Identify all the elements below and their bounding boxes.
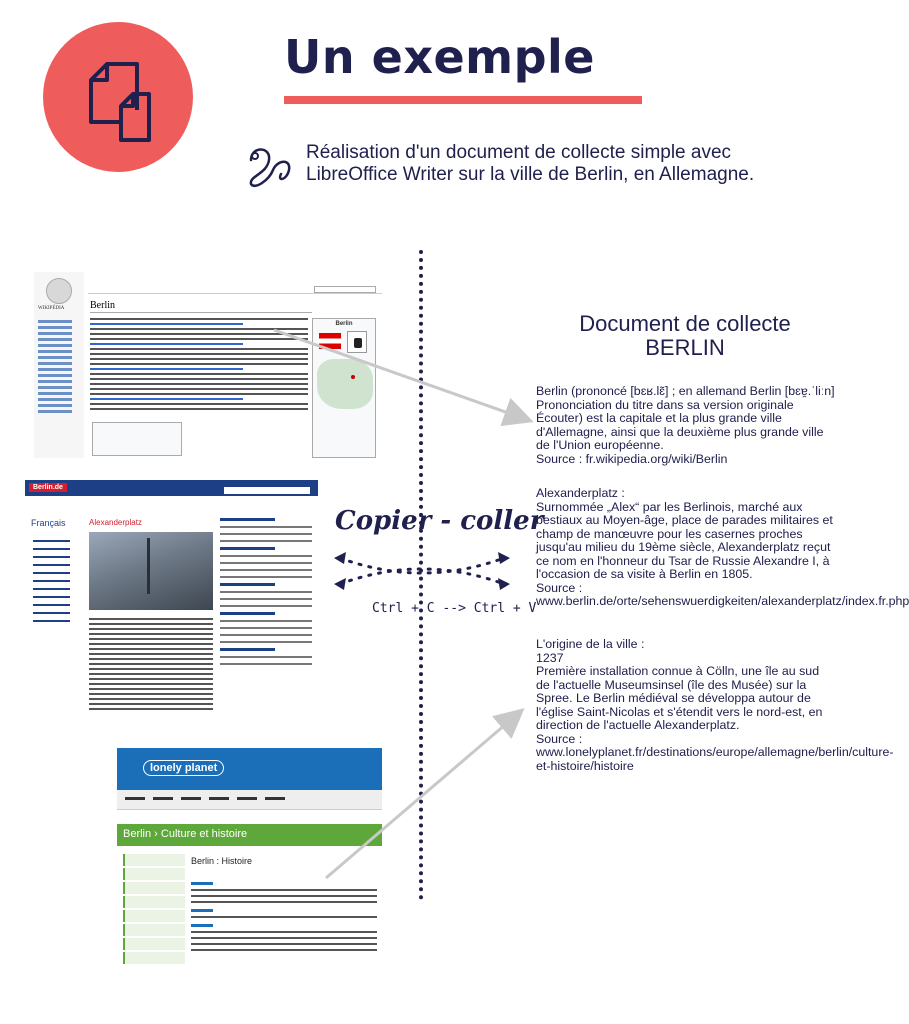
lp-banner: Berlin › Culture et histoire: [117, 824, 382, 846]
lp-text: [191, 876, 377, 955]
lp-guide-nav: [123, 854, 185, 966]
wiki-article-title: Berlin: [90, 300, 115, 311]
keyboard-shortcut: Ctrl + C --> Ctrl + V: [372, 601, 537, 616]
berlin-de-header: [25, 480, 318, 496]
wiki-title-rule: [90, 312, 312, 313]
berlin-coat-of-arms: [347, 331, 367, 353]
document-block-alexanderplatz: Alexanderplatz : Surnommée „Alex“ par les Berlinois, marché aux bestiaux au Moyen-âge, place de parades militaires et champ de manœuvre pour les casernes proches jusqu'au milieu du 19ème siècle, Alexanderplatz reçut ce nom en l'honneur du Tsar de Russie Alexandre I, à l'occasion de sa visite à Berlin en 1805. Source : www.berlin.de/orte/sehenswuerdigkeiten/alexanderplatz/index.fr.php: [536, 486, 909, 608]
lp-menu: [117, 790, 382, 810]
infobox-title: Berlin: [335, 321, 353, 327]
berlin-de-page-title: Alexanderplatz: [89, 518, 142, 527]
document-block-wikipedia: Berlin (prononcé [bɛʁ.lɛ̃] ; en allemand Berlin [bɛɐ̯.ˈliːn] Prononciation du titre dans sa version originale Écouter) est la capitale et la plus grande ville d'Allemagne, ainsi que la deuxième plus grande ville de l'Union européenne. Source : fr.wikipedia.org/wiki/Berlin: [536, 384, 835, 466]
wiki-article-text: [90, 318, 308, 413]
document-title-text: Document de collecte BERLIN: [579, 311, 791, 360]
berlin-flag: [319, 333, 341, 349]
wikipedia-globe-icon: [46, 278, 72, 304]
page-subtitle: Réalisation d'un document de collecte simple avec LibreOffice Writer sur la ville de Berlin, en Allemagne.: [306, 142, 755, 185]
wiki-sidebar: [34, 272, 84, 458]
document-block-origine: L'origine de la ville : 1237 Première installation connue à Cölln, une île au sud de l'actuelle Museumsinsel (île des Musée) sur la Spree. Le Berlin médiéval se développa autour de l'église Saint-Nicolas et s'étendit vers le nord-est, en direction de l'actuelle Alexanderplatz. Source : www.lonelyplanet.fr/destinations/europe/allemagne/berlin/culture-et-histoire/histoire: [536, 637, 894, 773]
berlin-de-search: [224, 487, 310, 494]
wiki-infobox: [312, 318, 376, 458]
germany-map: [317, 359, 373, 409]
title-underline: [284, 96, 642, 104]
documents-icon: [77, 50, 159, 146]
copier-coller-label: Copier - coller: [335, 506, 544, 536]
wikipedia-screenshot: [34, 272, 382, 458]
alexanderplatz-photo: [89, 532, 213, 610]
page-title: Un exemple: [284, 30, 596, 84]
document-logo: [43, 22, 193, 172]
lonely-planet-screenshot: [117, 748, 382, 978]
squiggle-icon: [245, 140, 297, 188]
wiki-toc: [92, 422, 182, 456]
berlin-de-text: [89, 618, 213, 713]
berlin-de-nav: [33, 540, 77, 628]
document-title: [533, 312, 837, 360]
crossed-arrows-icon: [332, 540, 512, 602]
wiki-site-name: WIKIPÉDIA: [38, 306, 65, 311]
wiki-nav: [38, 320, 80, 416]
berlin-de-language: Français: [31, 518, 66, 528]
wiki-search-box: [314, 286, 376, 293]
lp-header: [117, 748, 382, 790]
berlin-de-logo: Berlin.de: [29, 483, 67, 492]
berlin-de-sidebar: [220, 518, 312, 704]
lp-heading: Berlin : Histoire: [191, 856, 253, 866]
berlin-de-screenshot: [25, 480, 318, 710]
lonely-planet-logo: lonely planet: [143, 760, 224, 776]
